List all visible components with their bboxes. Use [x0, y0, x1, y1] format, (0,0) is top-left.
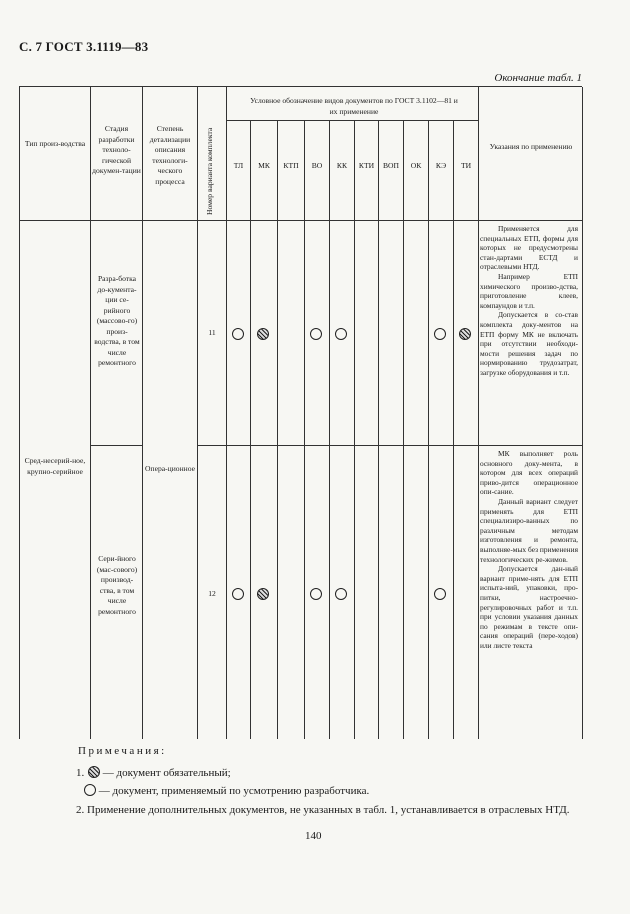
column-header-variant-number: Номер варианта комплекта [205, 127, 214, 215]
optional-document-mark-icon [232, 588, 244, 600]
note-item [76, 804, 569, 816]
optional-document-mark-icon [434, 328, 446, 340]
optional-document-mark-icon [310, 588, 322, 600]
page-header: С. 7 ГОСТ 3.1119—83 [19, 39, 149, 54]
production-type-value: Сред-несерий-ное, крупно-серийное [24, 456, 86, 476]
table-continuation-label: Окончание табл. 1 [494, 72, 582, 84]
note-text: — документ, применяемый по усмотрению разработчика. [98, 785, 370, 797]
remarks-cell [480, 449, 578, 650]
column-header-remarks: Указания по применению [489, 142, 573, 151]
column-header-detail-degree: Степень детализации описания технологи-ческого процесса [149, 124, 191, 186]
stage-cell: Сери-йного (мас-сового) производ-ства, в том числе ремонтного [96, 554, 138, 616]
notes-title: Примечания: [78, 745, 167, 757]
optional-document-mark-icon [232, 328, 244, 340]
optional-document-mark-icon [335, 328, 347, 340]
optional-document-mark-icon [434, 588, 446, 600]
note-text: Применение дополнительных документов, не указанных в табл. 1, устанавливается в отраслевых НТД. [87, 804, 570, 816]
required-document-symbol-icon [88, 766, 100, 778]
note-item [84, 784, 369, 797]
doc-type-header: КЭ [435, 161, 447, 170]
note-item [76, 766, 231, 779]
doc-type-header: КТИ [358, 161, 375, 170]
required-document-mark-icon [257, 588, 269, 600]
detail-degree-value: Опера-ционное [145, 464, 195, 473]
doc-type-header: МК [258, 161, 270, 170]
doc-type-header: КТП [283, 161, 299, 170]
remark-paragraph: Допускается в со-став комплекта доку-ментов на ЕТП форму МК не включать при отсутствии необходи-мости решения задач по нормированию трудозатрат, загрузке оборудования и т.п. [480, 310, 578, 377]
variant-number: 11 [208, 328, 216, 337]
page-number: 140 [305, 830, 322, 842]
doc-type-header: ВОП [382, 161, 400, 170]
required-document-mark-icon [459, 328, 471, 340]
remark-paragraph: МК выполняет роль основного доку-мента, в котором для всех операций приво-дится операционное опи-сание. [480, 449, 578, 497]
stage-cell: Разра-ботка до-кумента-ции се-рийного (массово-го) произ-водства, в том числе ремонтного [94, 274, 140, 367]
column-header-type-production: Тип произ-водства [24, 139, 86, 148]
doc-type-header: ТЛ [233, 161, 244, 170]
doc-type-header: ВО [311, 161, 323, 170]
required-document-mark-icon [257, 328, 269, 340]
remark-paragraph: Данный вариант следует применять для ЕТП специализиро-ванных по различным методам изготовления и ремонта, выполняе-мых без применения технологических ре-жимов. [480, 496, 578, 564]
doc-type-header: ТИ [460, 161, 472, 170]
optional-document-mark-icon [310, 328, 322, 340]
remark-paragraph: Допускается дан-ный вариант приме-нять для ЕТП испыта-ний, упаковки, про-питки, настроечно-регулировочных работ и т.п. при условии указания данных по режимам в тексте опи-сания операций (пере-ходов) или листе текста [480, 564, 578, 650]
remarks-cell [480, 224, 578, 378]
note-number: 2. [76, 804, 85, 816]
column-header-stage: Стадия разработки техноло-гической докумен-тации [92, 124, 141, 175]
note-text: — документ обязательный; [102, 767, 231, 779]
optional-document-mark-icon [335, 588, 347, 600]
doc-type-header: ОК [410, 161, 422, 170]
optional-document-symbol-icon [84, 784, 96, 796]
documents-table [19, 86, 582, 739]
note-number: 1. [76, 767, 85, 779]
variant-number: 12 [208, 589, 216, 598]
doc-type-header: КК [336, 161, 348, 170]
remark-paragraph: Например ЕТП химического произво-дства, приготовление клеев, компаундов и т.п. [480, 271, 578, 310]
column-header-document-types: Условное обозначение видов документов по ГОСТ 3.1102—81 и их применение [250, 96, 458, 116]
remark-paragraph: Применяется для специальных ЕТП, формы для которых не предусмотрены стан-дартами ЕСТД и отраслевыми НТД. [480, 224, 578, 272]
